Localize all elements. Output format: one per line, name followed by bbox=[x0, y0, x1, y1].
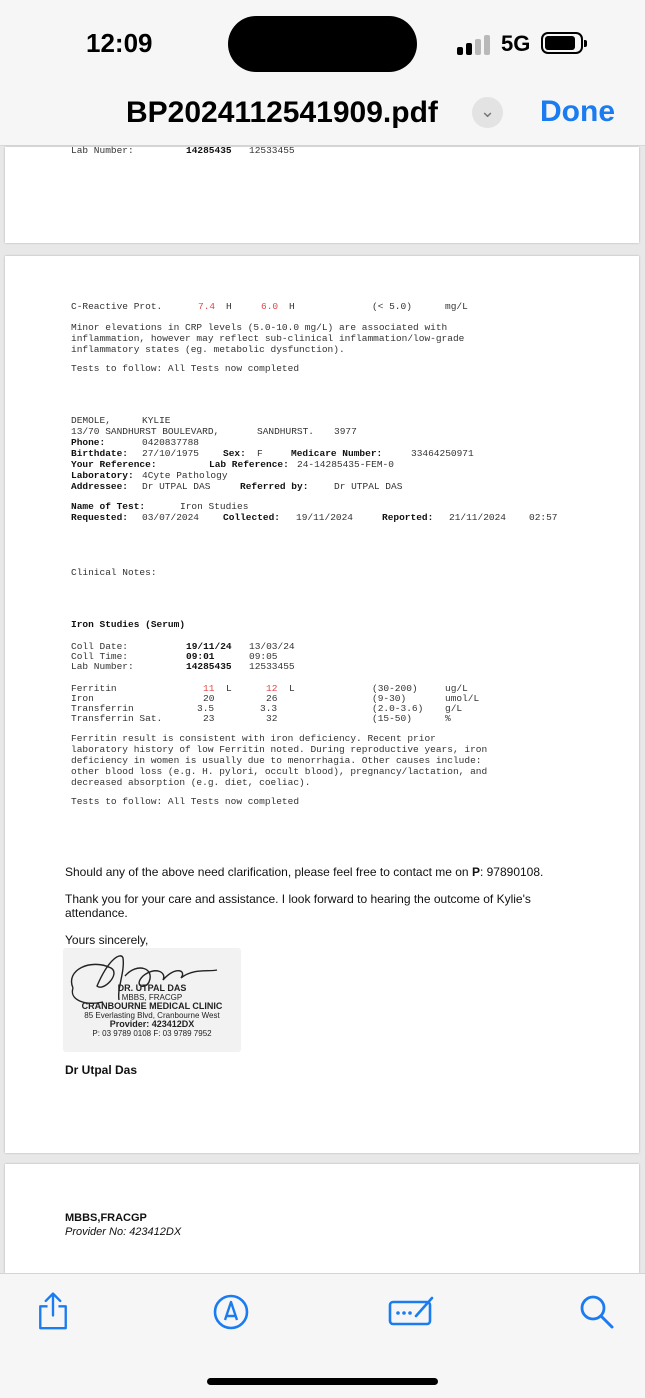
signal-icon bbox=[457, 33, 491, 55]
result-unit: % bbox=[445, 713, 451, 724]
reported-date: 21/11/2024 bbox=[449, 512, 507, 523]
patient-given-name: KYLIE bbox=[142, 415, 171, 426]
lab-reference: 24-14285435-FEM-0 bbox=[297, 459, 394, 470]
result-unit: ug/L bbox=[445, 683, 468, 694]
patient-suburb: SANDHURST. bbox=[257, 426, 315, 437]
patient-phone: 0420837788 bbox=[142, 437, 200, 448]
result-value-previous: 3.3 bbox=[260, 703, 278, 714]
reported-label: Reported: bbox=[382, 512, 434, 523]
crp-note-line: Minor elevations in CRP levels (5.0-10.0 mg/L) are associated with bbox=[71, 322, 448, 333]
thanks-line: Thank you for your care and assistance. I look forward to hearing the outcome of Kylie's bbox=[65, 892, 531, 906]
stamp-name: DR. UTPAL DAS bbox=[117, 983, 187, 993]
coll-time-previous: 09:05 bbox=[249, 651, 278, 662]
coll-time-label: Coll Time: bbox=[71, 651, 129, 662]
coll-date-previous: 13/03/24 bbox=[249, 641, 295, 652]
stamp-phones: P: 03 9789 0108 F: 03 9789 7952 bbox=[92, 1029, 212, 1038]
result-value-current: 20 bbox=[203, 693, 215, 704]
addressee: Dr UTPAL DAS bbox=[142, 481, 211, 492]
referred-by-label: Referred by: bbox=[240, 481, 309, 492]
patient-medicare: 33464250971 bbox=[411, 448, 474, 459]
result-range: (15-50) bbox=[372, 713, 412, 724]
result-name: Transferrin Sat. bbox=[71, 713, 163, 724]
iron-note-line: decreased absorption (e.g. diet, coeliac). bbox=[71, 777, 311, 788]
lab-number-label: Lab Number: bbox=[71, 145, 134, 156]
coll-date-label: Coll Date: bbox=[71, 641, 129, 652]
result-value-current: 11 bbox=[203, 683, 215, 694]
collected-label: Collected: bbox=[223, 512, 281, 523]
closing: Yours sincerely, bbox=[65, 933, 149, 947]
lab-number-current: 14285435 bbox=[186, 145, 232, 156]
result-value-current: 3.5 bbox=[197, 703, 215, 714]
result-name: Iron bbox=[71, 693, 94, 704]
iron-note-line: other blood loss (e.g. H. pylori, occult blood), pregnancy/lactation, and bbox=[71, 766, 488, 777]
document-header bbox=[0, 90, 645, 146]
birthdate-label: Birthdate: bbox=[71, 448, 129, 459]
crp-value-current: 7.4 bbox=[198, 301, 216, 312]
status-bar bbox=[0, 0, 645, 90]
stamp-quals: MBBS, FRACGP bbox=[121, 993, 183, 1002]
search-icon[interactable] bbox=[577, 1292, 617, 1332]
addressee-label: Addressee: bbox=[71, 481, 129, 492]
share-icon[interactable] bbox=[33, 1290, 73, 1330]
patient-sex: F bbox=[257, 448, 263, 459]
name-of-test: Iron Studies bbox=[180, 501, 249, 512]
thanks-line: attendance. bbox=[65, 906, 128, 920]
iron-note-line: Ferritin result is consistent with iron deficiency. Recent prior bbox=[71, 733, 436, 744]
stamp-provider: Provider: 423412DX bbox=[109, 1019, 195, 1029]
clinical-notes-label: Clinical Notes: bbox=[71, 567, 157, 578]
result-value-previous: 12 bbox=[266, 683, 278, 694]
iron-note-line: laboratory history of low Ferritin noted. During reproductive years, iron bbox=[71, 744, 488, 755]
patient-surname: DEMOLE, bbox=[71, 415, 111, 426]
crp-flag-current: H bbox=[226, 301, 232, 312]
status-time: 12:09 bbox=[86, 28, 153, 58]
stamp-address: 85 Everlasting Blvd, Cranbourne West bbox=[84, 1011, 220, 1020]
referred-by: Dr UTPAL DAS bbox=[334, 481, 403, 492]
crp-note-line: inflammation, however may reflect sub-clinical inflammation/low-grade bbox=[71, 333, 465, 344]
phone-label: Phone: bbox=[71, 437, 106, 448]
laboratory: 4Cyte Pathology bbox=[142, 470, 228, 481]
result-value-previous: 26 bbox=[266, 693, 278, 704]
iron-lab-number-previous: 12533455 bbox=[249, 661, 295, 672]
crp-label: C-Reactive Prot. bbox=[71, 301, 163, 312]
signer-name: Dr Utpal Das bbox=[65, 1063, 138, 1077]
crp-flag-previous: H bbox=[289, 301, 295, 312]
home-indicator[interactable] bbox=[207, 1378, 438, 1385]
sex-label: Sex: bbox=[223, 448, 246, 459]
result-value-current: 23 bbox=[203, 713, 215, 724]
result-value-previous: 32 bbox=[266, 713, 278, 724]
page3-quals: MBBS,FRACGP bbox=[65, 1212, 147, 1224]
iron-studies-heading: Iron Studies (Serum) bbox=[71, 619, 186, 630]
medicare-label: Medicare Number: bbox=[291, 448, 383, 459]
pdf-page-2 bbox=[5, 256, 639, 1153]
crp-range: (< 5.0) bbox=[372, 301, 412, 312]
result-unit: g/L bbox=[445, 703, 463, 714]
dynamic-island bbox=[228, 16, 417, 72]
iron-tests-follow: Tests to follow: All Tests now completed bbox=[71, 796, 300, 807]
chevron-down-icon[interactable]: ⌄ bbox=[472, 97, 503, 128]
iron-lab-number-current: 14285435 bbox=[186, 661, 232, 672]
crp-unit: mg/L bbox=[445, 301, 468, 312]
pdf-page-1 bbox=[5, 147, 639, 243]
pdf-page-3 bbox=[5, 1164, 639, 1273]
page3-provider: Provider No: 423412DX bbox=[65, 1226, 182, 1238]
name-of-test-label: Name of Test: bbox=[71, 501, 146, 512]
result-range: (30-200) bbox=[372, 683, 418, 694]
laboratory-label: Laboratory: bbox=[71, 470, 134, 481]
done-button[interactable]: Done bbox=[540, 95, 615, 128]
result-name: Transferrin bbox=[71, 703, 134, 714]
iron-note-line: deficiency in women is usually due to menorrhagia. Other causes include: bbox=[71, 755, 482, 766]
result-range: (2.0-3.6) bbox=[372, 703, 424, 714]
result-range: (9-30) bbox=[372, 693, 407, 704]
patient-birthdate: 27/10/1975 bbox=[142, 448, 200, 459]
reported-time: 02:57 bbox=[529, 512, 558, 523]
signature-icon[interactable] bbox=[388, 1292, 438, 1332]
collected-date: 19/11/2024 bbox=[296, 512, 354, 523]
coll-date-current: 19/11/24 bbox=[186, 641, 232, 652]
crp-note-line: inflammatory states (eg. metabolic dysfunction). bbox=[71, 344, 345, 355]
clarification-line: Should any of the above need clarification, please feel free to contact me on P: 97890108. bbox=[65, 865, 544, 879]
crp-tests-follow: Tests to follow: All Tests now completed bbox=[71, 363, 300, 374]
signature-stamp bbox=[63, 948, 241, 1052]
stamp-clinic: CRANBOURNE MEDICAL CLINIC bbox=[81, 1001, 223, 1011]
patient-postcode: 3977 bbox=[334, 426, 357, 437]
coll-time-current: 09:01 bbox=[186, 651, 215, 662]
requested-date: 03/07/2024 bbox=[142, 512, 200, 523]
battery-icon bbox=[541, 32, 583, 54]
patient-address: 13/70 SANDHURST BOULEVARD, bbox=[71, 426, 220, 437]
result-unit: umol/L bbox=[445, 693, 480, 704]
requested-label: Requested: bbox=[71, 512, 129, 523]
result-flag-previous: L bbox=[289, 683, 295, 694]
network-label: 5G bbox=[501, 31, 531, 56]
crp-value-previous: 6.0 bbox=[261, 301, 279, 312]
your-reference-label: Your Reference: bbox=[71, 459, 157, 470]
document-title[interactable]: BP2024112541909.pdf bbox=[126, 96, 438, 129]
result-flag-current: L bbox=[226, 683, 232, 694]
iron-lab-number-label: Lab Number: bbox=[71, 661, 134, 672]
lab-number-previous: 12533455 bbox=[249, 145, 295, 156]
lab-reference-label: Lab Reference: bbox=[209, 459, 289, 470]
markup-icon[interactable] bbox=[211, 1292, 251, 1332]
result-name: Ferritin bbox=[71, 683, 117, 694]
